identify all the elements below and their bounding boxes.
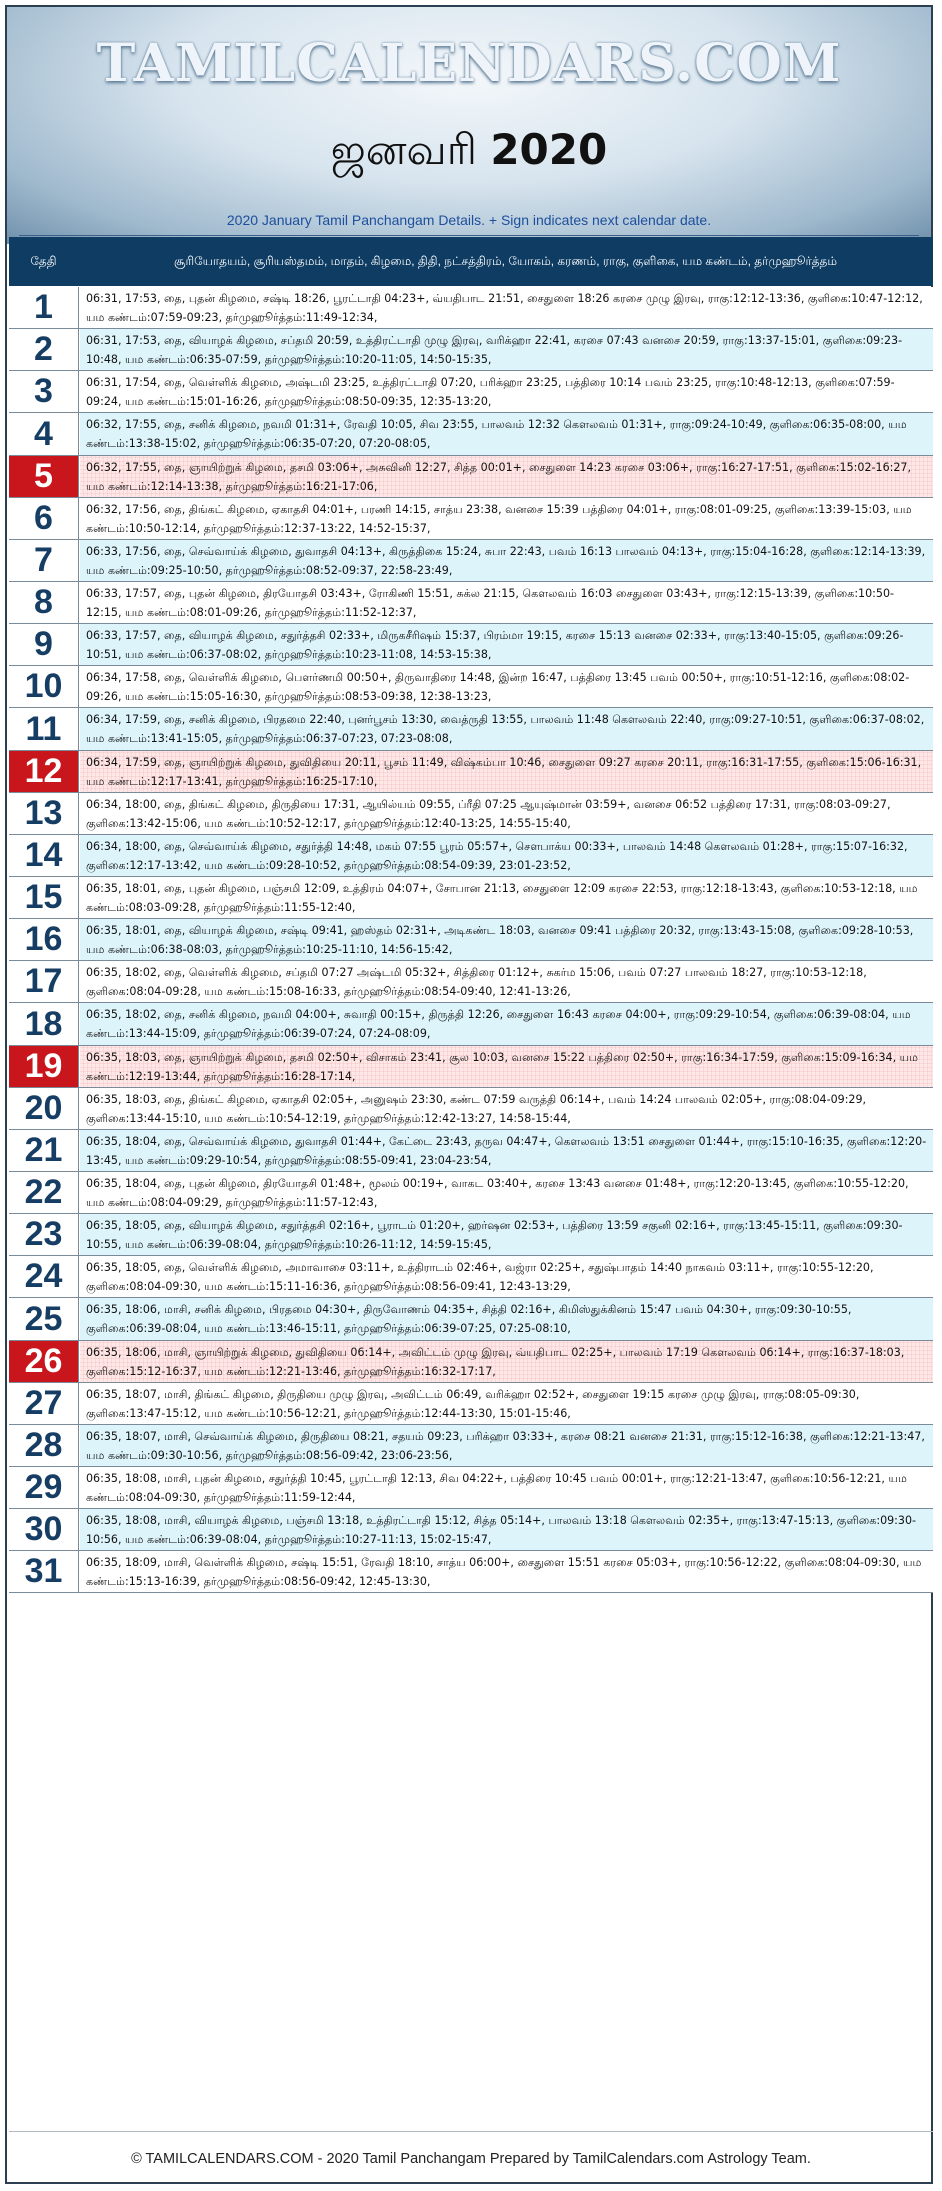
- month-name: ஜனவரி: [330, 125, 477, 174]
- site-logo-title[interactable]: TAMILCALENDARS.COM: [96, 33, 842, 94]
- panchangam-details: 06:35, 18:04, தை, புதன் கிழமை, திரயோதசி 01:48+, மூலம் 00:19+, வாகட 03:40+, கரசை 13:43 வனசை 01:48+, ராகு:12:20-13:45, குளிகை:10:55-12:20, யம கண்டம்:08:04-09:29, தர்முஹூர்த்தம்:11:57-12:43,: [80, 1172, 933, 1213]
- panchangam-details: 06:35, 18:06, மாசி, ஞாயிற்றுக் கிழமை, துவிதியை 06:14+, அவிட்டம் முழு இரவு, வ்யதிபாட 02:25+, பாலவம் 17:19 கௌலவம் 06:14+, ராகு:16:37-18:03, குளிகை:15:12-16:37, யம கண்டம்:12:21-13:46, தர்முஹூர்த்தம்:16:32-17:17,: [80, 1341, 933, 1382]
- table-row: [9, 1341, 933, 1383]
- date-cell: 12: [9, 751, 79, 792]
- panchangam-details: 06:35, 18:02, தை, வெள்ளிக் கிழமை, சப்தமி 07:27 அஷ்டமி 05:32+, சித்திரை 01:12+, சுகர்ம 15:06, பவம் 07:27 பாலவம் 18:27, ராகு:10:53-12:18, குளிகை:08:04-09:28, யம கண்டம்:15:08-16:33, தர்முஹூர்த்தம்:08:54-09:40, 12:41-13:26,: [80, 961, 933, 1002]
- table-row: [9, 793, 933, 835]
- date-cell: 2: [9, 329, 79, 370]
- date-cell: 6: [9, 498, 79, 539]
- date-cell: 25: [9, 1298, 79, 1340]
- panchangam-details: 06:33, 17:56, தை, செவ்வாய்க் கிழமை, துவாதசி 04:13+, கிருத்திகை 15:24, சுபா 22:43, பவம் 16:13 பாலவம் 04:13+, ராகு:15:04-16:28, குளிகை:12:14-13:39, யம கண்டம்:09:25-10:50, தர்முஹூர்த்தம்:08:52-09:37, 22:58-23:49,: [80, 540, 933, 581]
- date-cell: 24: [9, 1256, 79, 1297]
- panchangam-details: 06:31, 17:54, தை, வெள்ளிக் கிழமை, அஷ்டமி 23:25, உத்திரட்டாதி 07:20, பரிக்ஹா 23:25, பத்திரை 10:14 பவம் 23:25, ராகு:10:48-12:13, குளிகை:07:59-09:24, யம கண்டம்:15:01-16:26, தர்முஹூர்த்தம்:08:50-09:35, 12:35-13:20,: [80, 371, 933, 412]
- date-cell: 22: [9, 1172, 79, 1213]
- date-cell: 4: [9, 413, 79, 455]
- panchangam-details: 06:32, 17:55, தை, ஞாயிற்றுக் கிழமை, தசமி 03:06+, அசுவினி 12:27, சித்த 00:01+, சைதுளை 14:23 கரசை 03:06+, ராகு:16:27-17:51, குளிகை:15:02-16:27, யம கண்டம்:12:14-13:38, தர்முஹூர்த்தம்:16:21-17:06,: [80, 456, 933, 497]
- date-cell: 31: [9, 1551, 79, 1592]
- date-cell: 16: [9, 919, 79, 960]
- panchangam-details: 06:35, 18:06, மாசி, சனிக் கிழமை, பிரதமை 04:30+, திருவோணம் 04:35+, சித்தி 02:16+, கிமிஸ்துக்கினம் 15:47 பவம் 04:30+, ராகு:09:30-10:55, குளிகை:06:39-08:04, யம கண்டம்:13:46-15:11, தர்முஹூர்த்தம்:06:39-07:25, 07:25-08:10,: [80, 1298, 933, 1340]
- table-row: [9, 1509, 933, 1551]
- table-row: [9, 498, 933, 540]
- table-row: [9, 751, 933, 793]
- date-cell: 15: [9, 877, 79, 918]
- date-cell: 19: [9, 1046, 79, 1087]
- page-subtitle: 2020 January Tamil Panchangam Details. + Sign indicates next calendar date.: [226, 212, 712, 228]
- table-row: [9, 708, 933, 751]
- table-row: [9, 287, 933, 329]
- header-details-label: சூரியோதயம், சூரியஸ்தமம், மாதம், கிழமை, திதி, நட்சத்திரம், யோகம், கரணம், ராகு, குளிகை, யம கண்டம், தர்முஹூர்த்தம்: [173, 254, 838, 268]
- table-row: [9, 413, 933, 456]
- header-date-label: தேதி: [30, 254, 57, 268]
- table-row: [9, 1256, 933, 1298]
- panchangam-details: 06:34, 18:00, தை, திங்கட் கிழமை, திருதியை 17:31, ஆயில்யம் 09:55, ப்ரீதி 07:25 ஆயுஷ்மான் 03:59+, வனசை 06:52 பத்திரை 17:31, ராகு:08:03-09:27, குளிகை:13:42-15:06, யம கண்டம்:10:52-12:17, தர்முஹூர்த்தம்:12:40-13:25, 14:55-15:40,: [80, 793, 933, 834]
- year: 2020: [490, 125, 608, 174]
- table-row: [9, 1467, 933, 1509]
- date-cell: 29: [9, 1467, 79, 1508]
- panchangam-details: 06:32, 17:55, தை, சனிக் கிழமை, நவமி 01:31+, ரேவதி 10:05, சிவ 23:55, பாலவம் 12:32 கௌலவம் 01:31+, ராகு:09:24-10:49, குளிகை:06:35-08:00, யம கண்டம்:13:38-15:02, தர்முஹூர்த்தம்:06:35-07:20, 07:20-08:05,: [80, 413, 933, 455]
- table-row: [9, 329, 933, 371]
- panchangam-details: 06:35, 18:07, மாசி, திங்கட் கிழமை, திருதியை முழு இரவு, அவிட்டம் 06:49, வரிக்ஹா 02:52+, சைதுளை 19:15 கரசை முழு இரவு, ராகு:08:05-09:30, குளிகை:13:47-15:12, யம கண்டம்:10:56-12:21, தர்முஹூர்த்தம்:12:44-13:30, 15:01-15:46,: [80, 1383, 933, 1424]
- table-row: [9, 1130, 933, 1172]
- panchangam-details: 06:35, 18:01, தை, வியாழக் கிழமை, சஷ்டி 09:41, ஹஸ்தம் 02:31+, அடிகண்ட 18:03, வனசை 09:41 பத்திரை 20:32, ராகு:13:43-15:08, குளிகை:09:28-10:53, யம கண்டம்:06:38-08:03, தர்முஹூர்த்தம்:10:25-11:10, 14:56-15:42,: [80, 919, 933, 960]
- table-row: [9, 1298, 933, 1341]
- table-row: [9, 1088, 933, 1130]
- panchangam-details: 06:34, 18:00, தை, செவ்வாய்க் கிழமை, சதுர்த்தி 14:48, மகம் 07:55 பூரம் 05:57+, சௌபாக்ய 00:33+, பாலவம் 14:48 கௌலவம் 01:28+, ராகு:15:07-16:32, குளிகை:12:17-13:42, யம கண்டம்:09:28-10:52, தர்முஹூர்த்தம்:08:54-09:39, 23:01-23:52,: [80, 835, 933, 876]
- header-banner: [7, 7, 931, 244]
- date-cell: 1: [9, 287, 79, 328]
- panchangam-details: 06:35, 18:09, மாசி, வெள்ளிக் கிழமை, சஷ்டி 15:51, ரேவதி 18:10, சாத்ய 06:00+, சைதுளை 15:51 கரசை 05:03+, ராகு:10:56-12:22, குளிகை:08:04-09:30, யம கண்டம்:15:13-16:39, தர்முஹூர்த்தம்:08:56-09:42, 12:45-13:30,: [80, 1551, 933, 1592]
- panchangam-details: 06:35, 18:03, தை, ஞாயிற்றுக் கிழமை, தசமி 02:50+, விசாகம் 23:41, சூல 10:03, வனசை 15:22 பத்திரை 02:50+, ராகு:16:34-17:59, குளிகை:15:09-16:34, யம கண்டம்:12:19-13:44, தர்முஹூர்த்தம்:16:28-17:14,: [80, 1046, 933, 1087]
- table-row: [9, 1172, 933, 1214]
- panchangam-details: 06:35, 18:04, தை, செவ்வாய்க் கிழமை, துவாதசி 01:44+, கேட்டை 23:43, தருவ 04:47+, கௌலவம் 13:51 சைதுளை 01:44+, ராகு:15:10-16:35, குளிகை:12:20-13:45, யம கண்டம்:09:29-10:54, தர்முஹூர்த்தம்:08:55-09:41, 23:04-23:54,: [80, 1130, 933, 1171]
- panchangam-details: 06:33, 17:57, தை, புதன் கிழமை, திரயோதசி 03:43+, ரோகிணி 15:51, சுக்ல 21:15, கௌலவம் 16:03 சைதுளை 03:43+, ராகு:12:15-13:39, குளிகை:10:50-12:15, யம கண்டம்:08:01-09:26, தர்முஹூர்த்தம்:11:52-12:37,: [80, 582, 933, 623]
- date-cell: 7: [9, 540, 79, 581]
- panchangam-details: 06:35, 18:02, தை, சனிக் கிழமை, நவமி 04:00+, சுவாதி 00:15+, திருத்தி 12:26, சைதுளை 16:43 கரசை 04:00+, ராகு:09:29-10:54, குளிகை:06:39-08:04, யம கண்டம்:13:44-15:09, தர்முஹூர்த்தம்:06:39-07:24, 07:24-08:09,: [80, 1003, 933, 1045]
- date-cell: 27: [9, 1383, 79, 1424]
- panchangam-details: 06:35, 18:08, மாசி, வியாழக் கிழமை, பஞ்சமி 13:18, உத்திரட்டாதி 15:12, சித்த 05:14+, பாலவம் 13:18 கௌலவம் 02:35+, ராகு:13:47-15:13, குளிகை:09:30-10:56, யம கண்டம்:06:39-08:04, தர்முஹூர்த்தம்:10:27-11:13, 15:02-15:47,: [80, 1509, 933, 1550]
- footer-copyright: © TAMILCALENDARS.COM - 2020 Tamil Panchangam Prepared by TamilCalendars.com Astrology Team.: [131, 2151, 811, 2167]
- table-row: [9, 1214, 933, 1256]
- panchangam-details: 06:35, 18:03, தை, திங்கட் கிழமை, ஏகாதசி 02:05+, அனுஷம் 23:30, கண்ட 07:59 வருத்தி 06:14+, பவம் 14:24 பாலவம் 02:05+, ராகு:08:04-09:29, குளிகை:13:44-15:10, யம கண்டம்:10:54-12:19, தர்முஹூர்த்தம்:12:42-13:27, 14:58-15:44,: [80, 1088, 933, 1129]
- table-row: [9, 624, 933, 666]
- table-row: [9, 919, 933, 961]
- date-cell: 3: [9, 371, 79, 412]
- panchangam-details: 06:34, 17:59, தை, ஞாயிற்றுக் கிழமை, துவிதியை 20:11, பூசம் 11:49, விஷ்கம்பா 10:46, சைதுளை 09:27 கரசை 20:11, ராகு:16:31-17:55, குளிகை:15:06-16:31, யம கண்டம்:12:17-13:41, தர்முஹூர்த்தம்:16:25-17:10,: [80, 751, 933, 792]
- date-cell: 11: [9, 708, 79, 750]
- panchangam-details: 06:34, 17:58, தை, வெள்ளிக் கிழமை, பௌர்ணமி 00:50+, திருவாதிரை 14:48, இன்ற 16:47, பத்திரை 13:45 பவம் 00:50+, ராகு:10:51-12:16, குளிகை:08:02-09:26, யம கண்டம்:15:05-16:30, தர்முஹூர்த்தம்:08:53-09:38, 12:38-13:23,: [80, 666, 933, 707]
- divider: [19, 235, 919, 236]
- date-cell: 20: [9, 1088, 79, 1129]
- table-row: [9, 371, 933, 413]
- panchangam-details: 06:35, 18:08, மாசி, புதன் கிழமை, சதுர்த்தி 10:45, பூரட்டாதி 12:13, சிவ 04:22+, பத்திரை 10:45 பவம் 00:01+, ராகு:12:21-13:47, குளிகை:10:56-12:21, யம கண்டம்:08:04-09:30, தர்முஹூர்த்தம்:11:59-12:44,: [80, 1467, 933, 1508]
- panchangam-details: 06:35, 18:07, மாசி, செவ்வாய்க் கிழமை, திருதியை 08:21, சதயம் 09:23, பரிக்ஹா 03:33+, கரசை 08:21 வனசை 21:31, ராகு:15:12-16:38, குளிகை:12:21-13:47, யம கண்டம்:09:30-10:56, தர்முஹூர்த்தம்:08:56-09:42, 23:06-23:56,: [80, 1425, 933, 1466]
- panchangam-details: 06:35, 18:01, தை, புதன் கிழமை, பஞ்சமி 12:09, உத்திரம் 04:07+, சோபான 21:13, சைதுளை 12:09 கரசை 22:53, ராகு:12:18-13:43, குளிகை:10:53-12:18, யம கண்டம்:08:03-09:28, தர்முஹூர்த்தம்:11:55-12:40,: [80, 877, 933, 918]
- footer-divider: [9, 2131, 933, 2132]
- panchangam-details: 06:33, 17:57, தை, வியாழக் கிழமை, சதுர்த்தசி 02:33+, மிருகசீரிஷம் 15:37, பிரம்மா 19:15, கரசை 15:13 வனசை 02:33+, ராகு:13:40-15:05, குளிகை:09:26-10:51, யம கண்டம்:06:37-08:02, தர்முஹூர்த்தம்:10:23-11:08, 14:53-15:38,: [80, 624, 933, 665]
- table-row: [9, 456, 933, 498]
- date-cell: 5: [9, 456, 79, 497]
- panchangam-details: 06:35, 18:05, தை, வியாழக் கிழமை, சதுர்த்தசி 02:16+, பூராடம் 01:20+, ஹர்ஷன 02:53+, பத்திரை 13:59 சகுனி 02:16+, ராகு:13:45-15:11, குளிகை:09:30-10:55, யம கண்டம்:06:39-08:04, தர்முஹூர்த்தம்:10:26-11:12, 14:59-15:45,: [80, 1214, 933, 1255]
- table-row: [9, 877, 933, 919]
- date-cell: 8: [9, 582, 79, 623]
- panchangam-details: 06:32, 17:56, தை, திங்கட் கிழமை, ஏகாதசி 04:01+, பரணி 14:15, சாத்ய 23:38, வனசை 15:39 பத்திரை 04:01+, ராகு:08:01-09:25, குளிகை:13:39-15:03, யம கண்டம்:10:50-12:14, தர்முஹூர்த்தம்:12:37-13:22, 14:52-15:37,: [80, 498, 933, 539]
- date-cell: 26: [9, 1341, 79, 1382]
- table-row: [9, 1003, 933, 1046]
- date-cell: 13: [9, 793, 79, 834]
- panchangam-details: 06:34, 17:59, தை, சனிக் கிழமை, பிரதமை 22:40, புனர்பூசம் 13:30, வைத்ருதி 13:55, பாலவம் 11:48 கௌலவம் 22:40, ராகு:09:27-10:51, குளிகை:06:37-08:02, யம கண்டம்:13:41-15:05, தர்முஹூர்த்தம்:06:37-07:23, 07:23-08:08,: [80, 708, 933, 750]
- table-header: [9, 237, 933, 286]
- date-cell: 18: [9, 1003, 79, 1045]
- panchangam-details: 06:35, 18:05, தை, வெள்ளிக் கிழமை, அமாவாசை 03:11+, உத்திராடம் 02:46+, வஜ்ரா 02:25+, சதுஷ்பாதம் 14:40 நாகவம் 03:11+, ராகு:10:55-12:20, குளிகை:08:04-09:30, யம கண்டம்:15:11-16:36, தர்முஹூர்த்தம்:08:56-09:41, 12:43-13:29,: [80, 1256, 933, 1297]
- date-cell: 14: [9, 835, 79, 876]
- page-title: [7, 125, 931, 180]
- date-cell: 28: [9, 1425, 79, 1466]
- date-cell: 9: [9, 624, 79, 665]
- table-row: [9, 666, 933, 708]
- table-row: [9, 1551, 933, 1593]
- panchangam-details: 06:31, 17:53, தை, புதன் கிழமை, சஷ்டி 18:26, பூரட்டாதி 04:23+, வ்யதிபாட 21:51, சைதுளை 18:26 கரசை முழு இரவு, ராகு:12:12-13:36, குளிகை:10:47-12:12, யம கண்டம்:07:59-09:23, தர்முஹூர்த்தம்:11:49-12:34,: [80, 287, 933, 328]
- date-cell: 10: [9, 666, 79, 707]
- date-cell: 23: [9, 1214, 79, 1255]
- table-row: [9, 1383, 933, 1425]
- table-row: [9, 540, 933, 582]
- date-cell: 17: [9, 961, 79, 1002]
- table-row: [9, 1046, 933, 1088]
- date-cell: 30: [9, 1509, 79, 1550]
- panchangam-details: 06:31, 17:53, தை, வியாழக் கிழமை, சப்தமி 20:59, உத்திரட்டாதி முழு இரவு, வரிக்ஹா 22:41, கரசை 07:43 வனசை 20:59, ராகு:13:37-15:01, குளிகை:09:23-10:48, யம கண்டம்:06:35-07:59, தர்முஹூர்த்தம்:10:20-11:05, 14:50-15:35,: [80, 329, 933, 370]
- table-row: [9, 961, 933, 1003]
- table-row: [9, 835, 933, 877]
- table-row: [9, 582, 933, 624]
- table-row: [9, 1425, 933, 1467]
- date-cell: 21: [9, 1130, 79, 1171]
